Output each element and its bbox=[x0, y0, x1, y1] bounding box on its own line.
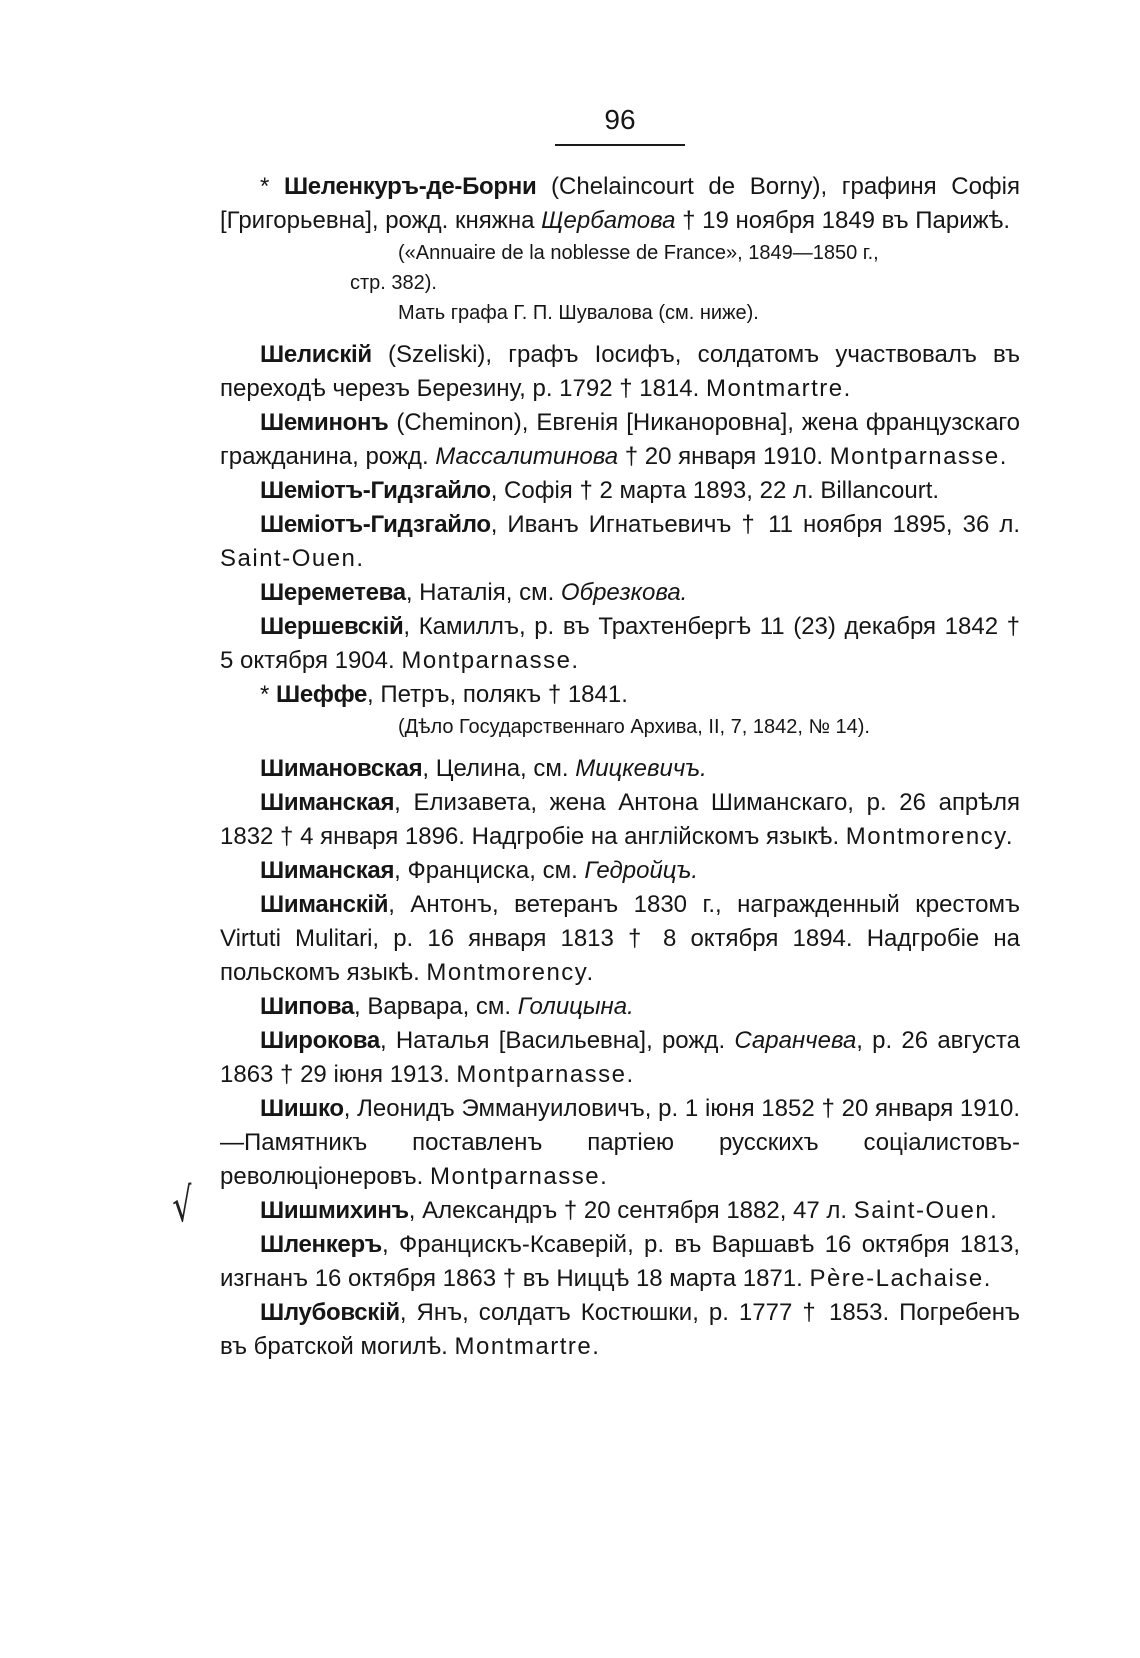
entry-maiden-name: Саранчева bbox=[734, 1027, 857, 1054]
entry-chelaincourt bbox=[220, 170, 1020, 238]
entry-cemetery: Montmorency. bbox=[845, 823, 1015, 850]
entry-cemetery: Montmartre. bbox=[705, 375, 852, 402]
entry-name: Шишмихинъ bbox=[260, 1197, 409, 1224]
entry-name: Шимановская bbox=[260, 755, 423, 782]
entry-name: Шипова bbox=[260, 993, 355, 1020]
entry-shirokova bbox=[220, 1024, 1020, 1092]
entry-cemetery: Montparnasse. bbox=[829, 443, 1008, 470]
entry-text: , Александръ † 20 сентября 1882, 47 л. bbox=[408, 1197, 854, 1224]
entry-shipova bbox=[220, 990, 1020, 1024]
entry-shemiot-ivan bbox=[220, 508, 1020, 576]
entry-shimanskaya-elizaveta bbox=[220, 786, 1020, 854]
entry-name: Шишко bbox=[260, 1095, 344, 1122]
entry-name: Шереметева bbox=[260, 579, 406, 606]
entry-cemetery: Saint-Ouen. bbox=[853, 1197, 999, 1224]
entry-text: , Антонъ, ветеранъ 1830 г., награжденный крестомъ Virtuti Mulitari, р. 16 января 1813 † 8 октября 1894. Надгробіе на польскомъ языкѣ. bbox=[220, 891, 1020, 986]
entry-name: Шиманская bbox=[260, 857, 395, 884]
entry-cemetery: Montparnasse. bbox=[456, 1061, 635, 1088]
entry-cemetery: Montparnasse. bbox=[401, 647, 580, 674]
entry-name: Шиманскій bbox=[260, 891, 389, 918]
entry-name: Шеміотъ-Гидзгайло bbox=[260, 477, 491, 504]
entry-text: , Франциска, см. bbox=[394, 857, 585, 884]
entry-shemiot-sofia bbox=[220, 474, 1020, 508]
entry-name: Шеминонъ bbox=[260, 409, 389, 436]
entry-text: , Петръ, полякъ † 1841. bbox=[367, 681, 628, 708]
entry-sheremeteva bbox=[220, 576, 1020, 610]
entry-shishmikhin bbox=[220, 1194, 1020, 1228]
note-source-cont: стр. 382). bbox=[350, 272, 437, 294]
entry-szeliski bbox=[220, 338, 1020, 406]
entry-name: Шершевскій bbox=[260, 613, 404, 640]
entry-cemetery: Montparnasse. bbox=[430, 1163, 609, 1190]
entry-text: , Целина, см. bbox=[422, 755, 576, 782]
entry-name: Шлубовскій bbox=[260, 1299, 400, 1326]
entry-shimansky-anton bbox=[220, 888, 1020, 990]
entry-text: (Chelaincourt de Borny), графиня Софія [Григорьевна], рожд. княжна bbox=[220, 173, 1020, 234]
entry-cross-reference: Мицкевичъ. bbox=[575, 755, 707, 782]
entry-star: * bbox=[260, 681, 277, 708]
entry-text: , Елизавета, жена Антона Шиманскаго, р. 26 апрѣля 1832 † 4 января 1896. Надгробіе на англійскомъ языкѣ. bbox=[220, 789, 1020, 850]
entry-cemetery: Montmorency. bbox=[426, 959, 595, 986]
entry-maiden-name: Массалитинова bbox=[435, 443, 619, 470]
entry-text: , Варвара, см. bbox=[354, 993, 518, 1020]
entry-text: , Леонидъ Эммануиловичъ, р. 1 іюня 1852 † 20 января 1910.—Памятникъ поставленъ партіею русскихъ соціалистовъ-революціонеровъ. bbox=[220, 1095, 1020, 1190]
note-source: («Annuaire de la noblesse de France», 1849—1850 г., bbox=[398, 242, 879, 264]
entries bbox=[220, 170, 1020, 1364]
entry-shlenker bbox=[220, 1228, 1020, 1296]
entry-text: , Камиллъ, р. въ Трахтенбергѣ 11 (23) декабря 1842 † 5 октября 1904. bbox=[220, 613, 1020, 674]
entry-cross-reference: Голицына. bbox=[517, 993, 634, 1020]
entry-text: , Наталія, см. bbox=[405, 579, 561, 606]
entry-cemetery: Montmartre. bbox=[454, 1333, 601, 1360]
margin-check-mark: √ bbox=[170, 1176, 195, 1234]
entry-name: Шеміотъ-Гидзгайло bbox=[260, 511, 491, 538]
entry-cross-reference: Гедройцъ. bbox=[584, 857, 699, 884]
entry-text: , Софія † 2 марта 1893, 22 л. Billancourt. bbox=[490, 477, 940, 504]
entry-text: , Францискъ-Ксаверій, р. въ Варшавѣ 16 октября 1813, изгнанъ 16 октября 1863 † въ Ниццѣ 18 марта 1871. bbox=[220, 1231, 1020, 1292]
entry-cemetery: Père-Lachaise. bbox=[809, 1265, 992, 1292]
entry-text: , р. 26 августа 1863 † 29 іюня 1913. bbox=[220, 1027, 1020, 1088]
entry-shimanskaya-frantsiska bbox=[220, 854, 1020, 888]
entry-text: (Cheminon), Евгенія [Никаноровна], жена французскаго гражданина, рожд. bbox=[220, 409, 1020, 470]
entry-cemetery: Saint-Ouen. bbox=[220, 545, 365, 572]
entry-cross-reference: Обрезкова. bbox=[560, 579, 688, 606]
entry-text: † 20 января 1910. bbox=[618, 443, 830, 470]
entry-text: , Янъ, солдатъ Костюшки, р. 1777 † 1853. Погребенъ въ братской могилѣ. bbox=[220, 1299, 1020, 1360]
entry-star: * bbox=[260, 173, 284, 200]
note-archive: (Дѣло Государственнаго Архива, II, 7, 1842, № 14). bbox=[398, 716, 870, 738]
entry-text: , Иванъ Игнатьевичъ † 11 ноября 1895, 36 л. bbox=[490, 511, 1020, 538]
entry-text: , Наталья [Васильевна], рожд. bbox=[379, 1027, 735, 1054]
entry-cheminon bbox=[220, 406, 1020, 474]
entry-name: Шиманская bbox=[260, 789, 395, 816]
entry-shershevsky bbox=[220, 610, 1020, 678]
entry-name: Широкова bbox=[260, 1027, 380, 1054]
entry-name: Шеленкуръ-де-Борни bbox=[283, 173, 537, 200]
entry-name: Шленкеръ bbox=[260, 1231, 383, 1258]
entry-shlubovsky bbox=[220, 1296, 1020, 1364]
entry-text: † 19 ноября 1849 въ Парижѣ. bbox=[675, 207, 1011, 234]
entry-maiden-name: Щербатова bbox=[541, 207, 676, 234]
entry-sheffe bbox=[220, 678, 1020, 712]
entry-shishko bbox=[220, 1092, 1020, 1194]
entry-text: (Szeliski), графъ Іосифъ, солдатомъ участвовалъ въ переходѣ черезъ Березину, р. 1792 † 1814. bbox=[220, 341, 1020, 402]
entry-shimanovskaya bbox=[220, 752, 1020, 786]
note-comment: Мать графа Г. П. Шувалова (см. ниже). bbox=[398, 302, 759, 324]
page-number: 96 bbox=[555, 104, 685, 146]
entry-name: Шеффе bbox=[276, 681, 368, 708]
entry-name: Шелискій bbox=[260, 341, 372, 368]
